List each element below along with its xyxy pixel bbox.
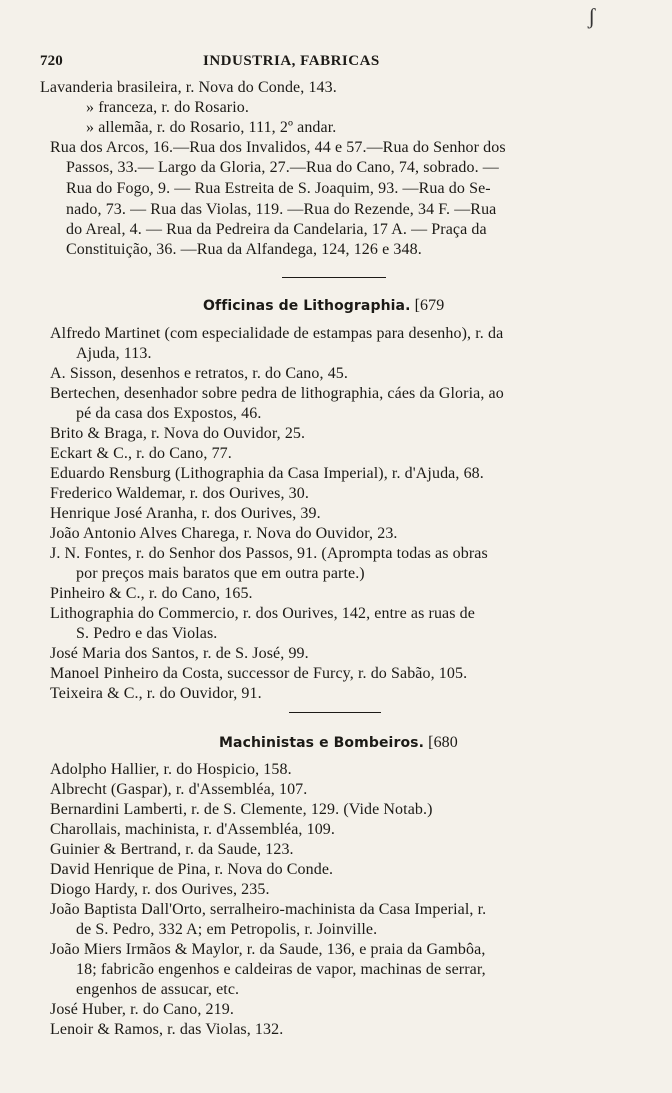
section-title: Machinistas e Bombeiros.	[219, 735, 425, 751]
list-item: Bernardini Lamberti, r. de S. Clemente, 129. (Vide Notab.)	[50, 801, 433, 818]
list-item: Adolpho Hallier, r. do Hospicio, 158.	[50, 761, 292, 778]
list-item: João Baptista Dall'Orto, serralheiro-machinista da Casa Imperial, r.	[50, 901, 487, 918]
intro-line: Rua dos Arcos, 16.—Rua dos Invalidos, 44 e 57.—Rua do Senhor dos	[50, 139, 506, 156]
intro-line: Passos, 33.— Largo da Gloria, 27.—Rua do Cano, 74, sobrado. —	[66, 159, 499, 176]
section-number: [679	[414, 297, 445, 314]
intro-line: Lavanderia brasileira, r. Nova do Conde, 143.	[40, 79, 337, 96]
intro-line: nado, 73. — Rua das Violas, 119. —Rua do Rezende, 34 F. —Rua	[66, 201, 497, 218]
list-item: José Maria dos Santos, r. de S. José, 99.	[50, 645, 309, 662]
list-item: Charollais, machinista, r. d'Assembléa, 109.	[50, 821, 336, 838]
list-item: David Henrique de Pina, r. Nova do Conde.	[50, 861, 334, 878]
margin-mark: ʃ	[588, 4, 596, 29]
list-item: Teixeira & C., r. do Ouvidor, 91.	[50, 685, 262, 702]
list-item: Brito & Braga, r. Nova do Ouvidor, 25.	[50, 425, 306, 442]
list-item: Pinheiro & C., r. do Cano, 165.	[50, 585, 253, 602]
list-item: Ajuda, 113.	[76, 345, 152, 362]
list-item: Guinier & Bertrand, r. da Saude, 123.	[50, 841, 294, 858]
list-item: por preços mais baratos que em outra parte.)	[76, 565, 365, 582]
intro-line: » franceza, r. do Rosario.	[86, 99, 249, 116]
intro-line: Constituição, 36. —Rua da Alfandega, 124, 126 e 348.	[66, 241, 422, 258]
list-item: A. Sisson, desenhos e retratos, r. do Cano, 45.	[50, 365, 349, 382]
list-item: Lithographia do Commercio, r. dos Ourives, 142, entre as ruas de	[50, 605, 475, 622]
list-item: S. Pedro e das Violas.	[76, 625, 218, 642]
section-divider	[282, 277, 386, 278]
list-item: engenhos de assucar, etc.	[76, 981, 240, 998]
section-title: Officinas de Lithographia.	[203, 298, 411, 314]
list-item: Alfredo Martinet (com especialidade de estampas para desenho), r. da	[50, 325, 504, 342]
running-head: INDUSTRIA, FABRICAS	[203, 53, 380, 69]
list-item: João Miers Irmãos & Maylor, r. da Saude, 136, e praia da Gambôa,	[50, 941, 486, 958]
page-number: 720	[40, 53, 63, 69]
list-item: Eduardo Rensburg (Lithographia da Casa Imperial), r. d'Ajuda, 68.	[50, 465, 484, 482]
intro-line: do Areal, 4. — Rua da Pedreira da Candelaria, 17 A. — Praça da	[66, 221, 487, 238]
section-heading-machinistas	[219, 733, 458, 753]
section-heading-lithographia	[203, 296, 444, 316]
section-divider	[289, 712, 381, 713]
intro-line: » allemãa, r. do Rosario, 111, 2º andar.	[86, 119, 337, 136]
list-item: Frederico Waldemar, r. dos Ourives, 30.	[50, 485, 309, 502]
list-item: Bertechen, desenhador sobre pedra de lithographia, cáes da Gloria, ao	[50, 385, 504, 402]
list-item: Henrique José Aranha, r. dos Ourives, 39.	[50, 505, 321, 522]
list-item: Eckart & C., r. do Cano, 77.	[50, 445, 232, 462]
section-number: [680	[428, 734, 458, 751]
list-item: Manoel Pinheiro da Costa, successor de Furcy, r. do Sabão, 105.	[50, 665, 468, 682]
list-item: pé da casa dos Expostos, 46.	[76, 405, 262, 422]
list-item: Albrecht (Gaspar), r. d'Assembléa, 107.	[50, 781, 308, 798]
intro-line: Rua do Fogo, 9. — Rua Estreita de S. Joaquim, 93. —Rua do Se-	[66, 180, 491, 197]
list-item: J. N. Fontes, r. do Senhor dos Passos, 91. (Apromptа todas as obras	[50, 545, 488, 562]
list-item: Lenoir & Ramos, r. das Violas, 132.	[50, 1021, 284, 1038]
list-item: 18; fabricão engenhos e caldeiras de vapor, machinas de serrar,	[76, 961, 486, 978]
list-item: Diogo Hardy, r. dos Ourives, 235.	[50, 881, 270, 898]
list-item: João Antonio Alves Charega, r. Nova do Ouvidor, 23.	[50, 525, 398, 542]
list-item: José Huber, r. do Cano, 219.	[50, 1001, 234, 1018]
list-item: de S. Pedro, 332 A; em Petropolis, r. Joinville.	[76, 921, 378, 938]
